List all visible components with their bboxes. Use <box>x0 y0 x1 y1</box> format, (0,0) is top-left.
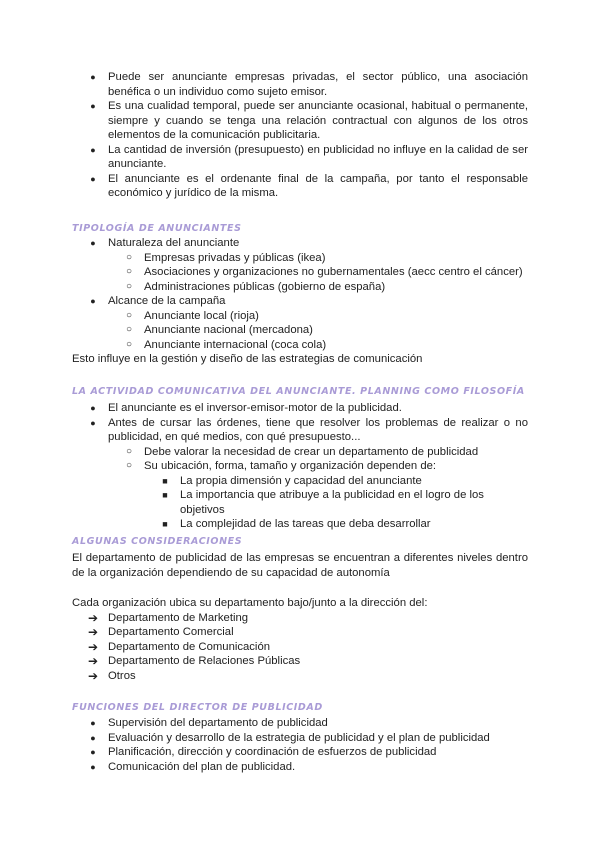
section-heading-actividad: LA ACTIVIDAD COMUNICATIVA DEL ANUNCIANTE. PLANNING COMO FILOSOFÍA <box>72 386 525 397</box>
consideraciones-body <box>72 551 528 683</box>
circle-bullet-icon: ○ <box>125 266 133 277</box>
list-item: ● El anunciante es el inversor-emisor-motor de la publicidad. <box>72 401 528 416</box>
list-item: ➔ Departamento de Comunicación <box>87 639 271 654</box>
tipologia-list <box>72 236 528 367</box>
list-item: ● Alcance de la campaña <box>72 294 528 309</box>
list-item: ➔ Otros <box>87 668 136 683</box>
bullet-icon: ● <box>90 747 96 757</box>
bullet-icon: ● <box>90 718 96 728</box>
arrow-icon: ➔ <box>87 625 99 639</box>
list-item: ● Puede ser anunciante empresas privadas, el sector público, una asociación benéfica o un individuo como sujeto emisor. <box>72 70 528 99</box>
consideraciones-intro: Cada organización ubica su departamento bajo/junto a la dirección del: <box>72 597 428 609</box>
section-heading-tipologia: TIPOLOGÍA DE ANUNCIANTES <box>72 223 242 234</box>
list-item: ● Planificación, dirección y coordinación de esfuerzos de publicidad <box>72 745 528 760</box>
intro-list <box>72 70 528 201</box>
bullet-icon: ● <box>90 403 96 413</box>
arrow-icon: ➔ <box>87 610 99 625</box>
square-bullet-icon: ■ <box>162 490 168 500</box>
list-item: ○ Administraciones públicas (gobierno de españa) <box>72 280 528 295</box>
list-item: ● Comunicación del plan de publicidad. <box>72 760 528 775</box>
bullet-icon: ● <box>90 173 96 184</box>
circle-bullet-icon: ○ <box>125 460 133 471</box>
list-item: ● La cantidad de inversión (presupuesto) en publicidad no influye en la calidad de ser anunciante. <box>72 143 528 172</box>
tipologia-note: Esto influye en la gestión y diseño de las estrategias de comunicación <box>72 353 423 365</box>
funciones-list <box>72 716 528 774</box>
arrow-icon: ➔ <box>87 639 99 654</box>
list-item: ● El anunciante es el ordenante final de la campaña, por tanto el responsable económico y jurídico de la misma. <box>72 172 528 201</box>
square-bullet-icon: ■ <box>162 519 168 529</box>
arrow-icon: ➔ <box>87 668 99 683</box>
list-item: ■ La propia dimensión y capacidad del anunciante <box>72 474 528 489</box>
bullet-icon: ● <box>90 417 96 428</box>
circle-bullet-icon: ○ <box>125 445 133 457</box>
list-item: ○ Empresas privadas y públicas (ikea) <box>72 251 528 266</box>
list-item: ➔ Departamento Comercial <box>87 625 234 639</box>
bullet-icon: ● <box>90 761 96 772</box>
consideraciones-paragraph: El departamento de publicidad de las empresas se encuentran a diferentes niveles dentro de la organización dependiendo de su capacidad de autonomía <box>72 552 528 579</box>
actividad-list <box>72 401 528 532</box>
circle-bullet-icon: ○ <box>125 251 133 263</box>
circle-bullet-icon: ○ <box>125 309 133 321</box>
list-item: ○ Asociaciones y organizaciones no gubernamentales (aecc centro el cáncer) <box>72 265 528 280</box>
list-item: ● Evaluación y desarrollo de la estrategia de publicidad y el plan de publicidad <box>72 731 528 746</box>
list-item: ➔ Departamento de Marketing <box>87 610 249 625</box>
circle-bullet-icon: ○ <box>125 338 133 350</box>
square-bullet-icon: ■ <box>162 475 168 486</box>
list-item: ○ Anunciante internacional (coca cola) <box>72 338 528 353</box>
bullet-icon: ● <box>90 238 96 248</box>
list-item: ○ Anunciante nacional (mercadona) <box>72 323 528 338</box>
list-item: ○ Anunciante local (rioja) <box>72 309 528 324</box>
section-heading-consideraciones: ALGUNAS CONSIDERACIONES <box>72 536 243 547</box>
list-item: ● Naturaleza del anunciante <box>72 236 528 251</box>
list-item: ● Es una cualidad temporal, puede ser anunciante ocasional, habitual o permanente, siempre y cuando se tenga una relación contractual con algunos de los otros elementos de la comunicación publicitaria. <box>72 99 528 143</box>
bullet-icon: ● <box>90 144 96 155</box>
bullet-icon: ● <box>90 296 96 306</box>
list-item: ■ La importancia que atribuye a la publicidad en el logro de los objetivos <box>72 488 528 517</box>
list-item: ● Supervisión del departamento de publicidad <box>72 716 528 731</box>
bullet-icon: ● <box>90 101 96 111</box>
section-heading-funciones: FUNCIONES DEL DIRECTOR DE PUBLICIDAD <box>72 702 323 713</box>
bullet-icon: ● <box>90 72 96 82</box>
arrow-icon: ➔ <box>87 654 99 668</box>
circle-bullet-icon: ○ <box>125 324 133 335</box>
list-item: ■ La complejidad de las tareas que deba desarrollar <box>72 517 528 532</box>
list-item: ○ Su ubicación, forma, tamaño y organización dependen de: <box>72 459 528 474</box>
list-item: ➔ Departamento de Relaciones Públicas <box>87 654 301 668</box>
list-item: ● Antes de cursar las órdenes, tiene que resolver los problemas de realizar o no publicidad, en qué medios, con qué presupuesto... <box>72 416 528 445</box>
circle-bullet-icon: ○ <box>125 280 133 292</box>
bullet-icon: ● <box>90 732 96 743</box>
list-item: ○ Debe valorar la necesidad de crear un departamento de publicidad <box>72 445 528 460</box>
